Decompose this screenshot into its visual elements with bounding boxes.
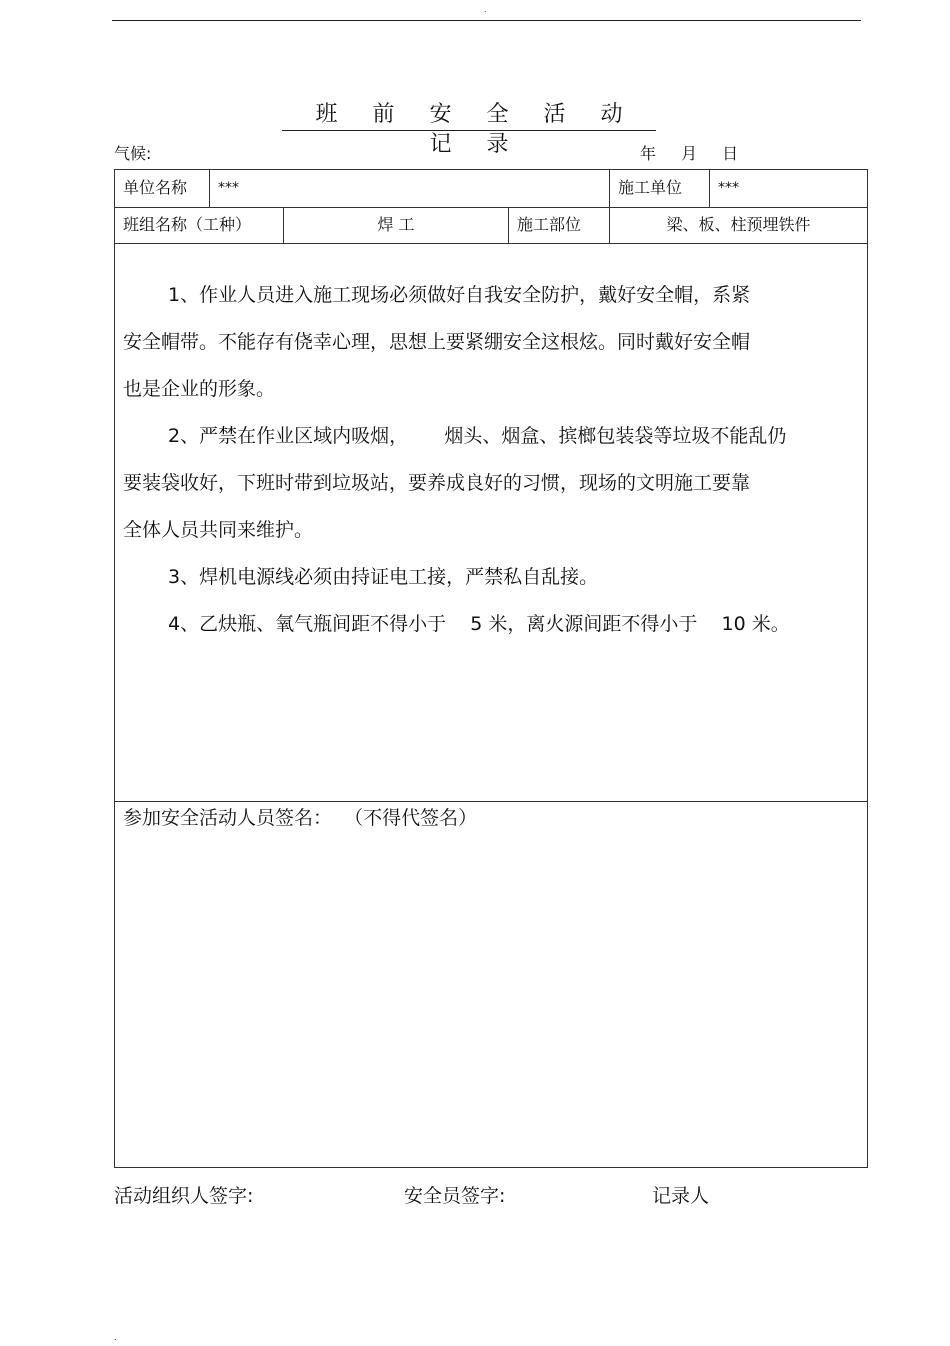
info-row-1 xyxy=(115,170,867,208)
organizer-signature-label: 活动组织人签字: xyxy=(114,1185,254,1207)
info-table xyxy=(114,169,868,244)
date-label: 年 月 日 xyxy=(640,144,749,163)
content-line-7: 3、焊机电源线必须由持证电工接，严禁私自乱接。 xyxy=(168,566,599,588)
unit-name-label: 单位名称 xyxy=(115,170,210,207)
content-line-6: 全体人员共同来维护。 xyxy=(123,519,314,541)
content-line-2: 安全帽带。不能存有侥幸心理，思想上要紧绷安全这根炫。同时戴好安全帽 xyxy=(123,331,751,353)
construction-unit-label: 施工单位 xyxy=(610,170,710,207)
unit-name-value[interactable]: *** xyxy=(210,170,610,207)
content-line-5: 要装袋收好，下班时带到垃圾站，要养成良好的习惯，现场的文明施工要靠 xyxy=(123,472,751,494)
recorder-signature-label: 记录人 xyxy=(652,1185,710,1207)
content-line-4: 2、严禁在作业区域内吸烟， 烟头、烟盒、摈榔包装袋等垃圾不能乱仍 xyxy=(168,425,787,447)
construction-part-value[interactable]: 梁、板、柱预埋铁件 xyxy=(666,215,811,234)
content-line-3: 也是企业的形象。 xyxy=(123,378,276,400)
safety-content-box xyxy=(114,243,868,802)
weather-label: 气候: xyxy=(114,144,152,163)
construction-part-label: 施工部位 xyxy=(509,207,610,244)
content-line-1: 1、作业人员进入施工现场必须做好自我安全防护，戴好安全帽，系紧 xyxy=(168,284,751,306)
team-name-label: 班组名称（工种） xyxy=(115,207,284,244)
info-row-2 xyxy=(115,207,867,244)
header-mark: . xyxy=(484,5,487,14)
content-line-8: 4、乙炔瓶、氧气瓶间距不得小于 5 米，离火源间距不得小于 10 米。 xyxy=(168,613,790,635)
participants-label: 参加安全活动人员签名： （不得代签名） xyxy=(123,807,478,829)
safety-officer-signature-label: 安全员签字: xyxy=(404,1185,506,1207)
title-underline xyxy=(282,130,656,131)
page-title: 班 前 安 全 活 动 记 录 xyxy=(315,102,637,157)
team-name-value[interactable]: 焊 工 xyxy=(284,207,509,244)
header-rule xyxy=(112,20,861,21)
footer-mark: . xyxy=(114,1333,117,1342)
participants-signature-box[interactable] xyxy=(114,801,868,1168)
construction-unit-value[interactable]: *** xyxy=(718,180,739,196)
